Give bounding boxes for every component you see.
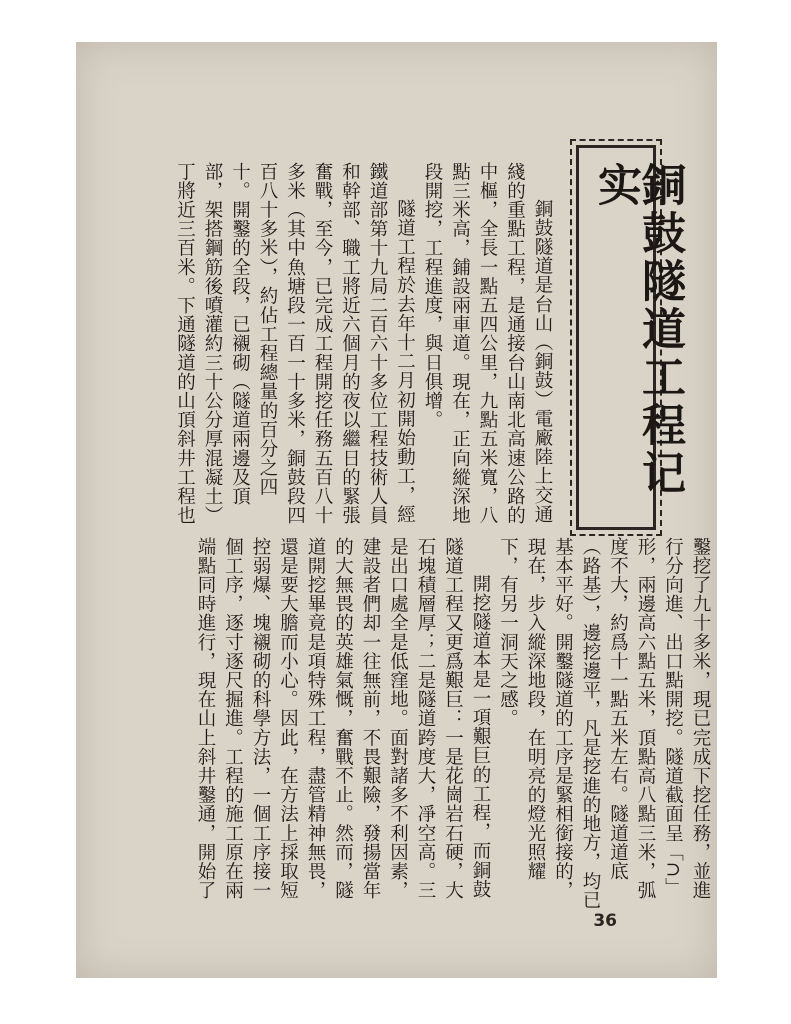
title-frame	[576, 145, 685, 530]
paragraph: 隧道工程於去年十二月初開始動工，經鐵道部第十九局二百六十多位工程技術人員和幹部、職工將近六個月的夜以繼日的緊張奮戰，至今，已完成工程開挖任務五百八十多米（其中魚塘段一百一十多米，銅鼓段四百八十多米），約佔工程總量的百分之四十。開鑿的全段，已襯砌（隧道兩邊及頂部，架搭鋼筋後噴灌約三十公分厚混凝土）丁將近三百米。下通隧道的山頂斜井工程也	[174, 162, 416, 525]
article-body-top	[158, 162, 556, 532]
book-page	[76, 42, 717, 978]
paragraph: 開挖隧道本是一項艱巨的工程，而銅鼓隧道工程又更爲艱巨：一是花崗岩石硬，大石塊積層厚；二是隧道跨度大，凈空高。三是出口處全是低窪地。面對諸多不利因素，建設者們却一往無前，不畏艱險，發揚當年的大無畏的英雄氣慨，奮戰不止。然而，隧道開挖畢竟是項特殊工程，盡管精神無畏，還是要大膽而小心。因此，在方法上採取短控弱爆、塊襯砌的科學方法，一個工序接一個工序，逐寸逐尺掘進。工程的施工原在兩端點同時進行，現在山上斜井鑿通，開始了	[195, 537, 491, 900]
page-number: 36	[593, 911, 617, 931]
article-title: 銅鼓隧道工程记实	[590, 162, 685, 498]
paragraph: 鑿挖了九十多米，現已完成下挖任務，並進行分向進、出口點開挖。隧道截面呈「∩」形，兩邊高六點五米，頂點高八點三米，弧度不大，約爲十一點五米左右。隧道道底（路基），邊挖邊平，凡是挖進的地方，均已基本平好。開鑿隧道的工序是緊相銜接的，現在，步入縱深地段，在明亮的燈光照耀下，有另一洞天之感。	[497, 537, 711, 910]
article-body-bottom	[164, 537, 714, 917]
paragraph: 銅鼓隧道是台山（銅鼓）電廠陸上交通綫的重點工程，是通接台山南北高速公路的中樞，全長一點五四公里，九點五米寬，八點三米高，鋪設兩車道。現在，正向縱深地段開挖，工程進度，與日俱增。	[422, 162, 553, 525]
